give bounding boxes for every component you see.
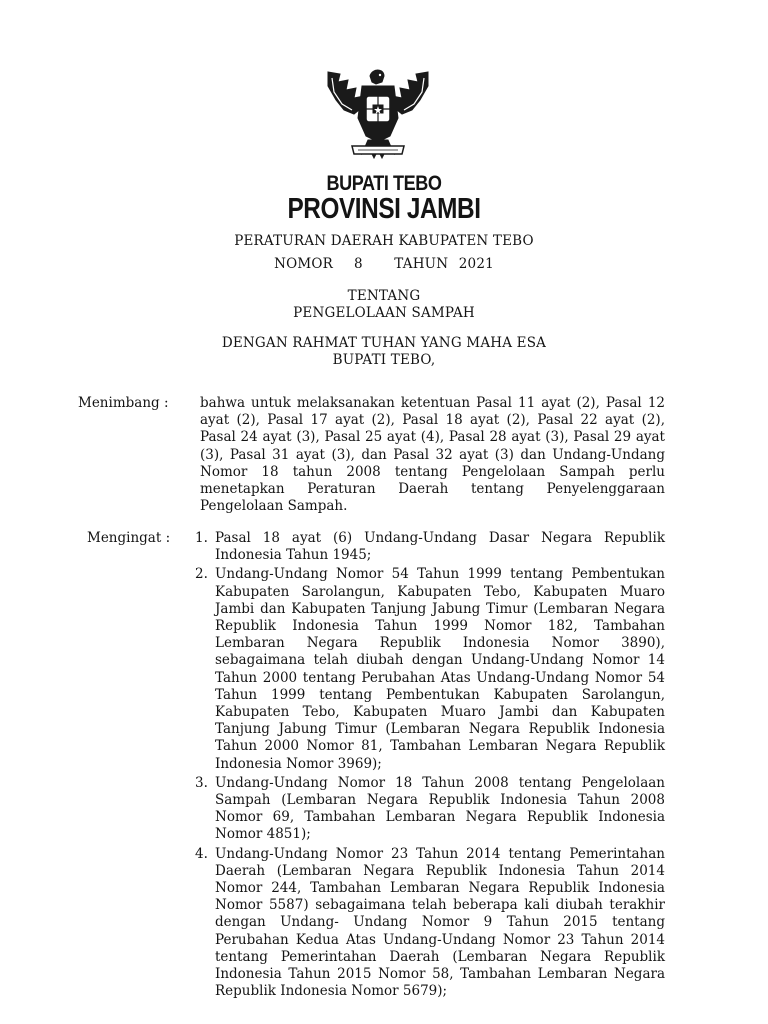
list-item — [195, 846, 665, 1001]
garuda-emblem-icon — [318, 62, 438, 170]
list-item-number: 1. — [195, 530, 208, 546]
regent-title: BUPATI TEBO — [326, 172, 442, 195]
regulation-subject: PENGELOLAAN SAMPAH — [293, 305, 475, 321]
blessing-line: DENGAN RAHMAT TUHAN YANG MAHA ESA — [221, 335, 547, 351]
about-heading: TENTANG — [347, 288, 421, 304]
list-item-number: 3. — [195, 774, 208, 791]
list-item — [195, 775, 665, 844]
list-item-text: Pasal 18 ayat (6) Undang-Undang Dasar Negara Republik Indonesia Tahun 1945; — [215, 530, 665, 564]
province-title: PROVINSI JAMBI — [287, 193, 481, 225]
regulation-title: PERATURAN DAERAH KABUPATEN TEBO — [234, 233, 534, 249]
menimbang-text: bahwa untuk melaksanakan ketentuan Pasal 11 ayat (2), Pasal 12 ayat (2), Pasal 17 ayat (2), Pasal 18 ayat (2), Pasal 22 ayat (2), Pasal 24 ayat (3), Pasal 25 ayat (4), Pasal 28 ayat (3), Pasal 29 ayat (3), Pasal 31 ayat (3), dan Pasal 32 ayat (3) dan Undang-Undang Nomor 18 tahun 2008 tentang Pengelolaan Sampah perlu menetapkan Peraturan Daerah tentang Penyelenggaraan Pengelolaan Sampah. — [200, 395, 665, 515]
list-item-text: Undang-Undang Nomor 23 Tahun 2014 tentang Pemerintahan Daerah (Lembaran Negara Republik Indonesia Tahun 2014 Nomor 244, Tambahan Lembaran Negara Republik Indonesia Nomor 5587) sebagaimana telah beberapa kali diubah terakhir dengan Undang- Undang Nomor 9 Tahun 2015 tentang Perubahan Kedua Atas Undang-Undang Nomor 23 Tahun 2014 tentang Pemerintahan Daerah (Lembaran Negara Republik Indonesia Tahun 2015 Nomor 58, Tambahan Lembaran Negara Republik Indonesia Nomor 5679); — [215, 845, 665, 1000]
mengingat-list — [195, 530, 665, 1002]
mengingat-label: Mengingat : — [87, 530, 171, 546]
list-item — [195, 530, 665, 564]
list-item-text: Undang-Undang Nomor 18 Tahun 2008 tentang Pengelolaan Sampah (Lembaran Negara Republik Indonesia Tahun 2008 Nomor 69, Tambahan Lembaran Negara Republik Indonesia Nomor 4851); — [215, 774, 665, 843]
regulation-number: NOMOR 8 TAHUN 2021 — [274, 256, 494, 272]
list-item-number: 2. — [195, 566, 208, 583]
list-item-number: 4. — [195, 845, 208, 862]
menimbang-label: Menimbang : — [78, 395, 169, 411]
regent-line: BUPATI TEBO, — [332, 352, 436, 368]
list-item-text: Undang-Undang Nomor 54 Tahun 1999 tentang Pembentukan Kabupaten Sarolangun, Kabupaten Tebo, Kabupaten Muaro Jambi dan Kabupaten Tanjung Jabung Timur (Lembaran Negara Republik Indonesia Tahun 1999 Nomor 182, Tambahan Lembaran Negara Republik Indonesia Nomor 3890), sebagaimana telah diubah dengan Undang-Undang Nomor 14 Tahun 2000 tentang Perubahan Atas Undang-Undang Nomor 54 Tahun 1999 tentang Pembentukan Kabupaten Sarolangun, Kabupaten Tebo, Kabupaten Muaro Jambi dan Kabupaten Tanjung Jabung Timur (Lembaran Negara Republik Indonesia Tahun 2000 Nomor 81, Tambahan Lembaran Negara Republik Indonesia Nomor 3969); — [215, 566, 665, 772]
list-item — [195, 566, 665, 772]
